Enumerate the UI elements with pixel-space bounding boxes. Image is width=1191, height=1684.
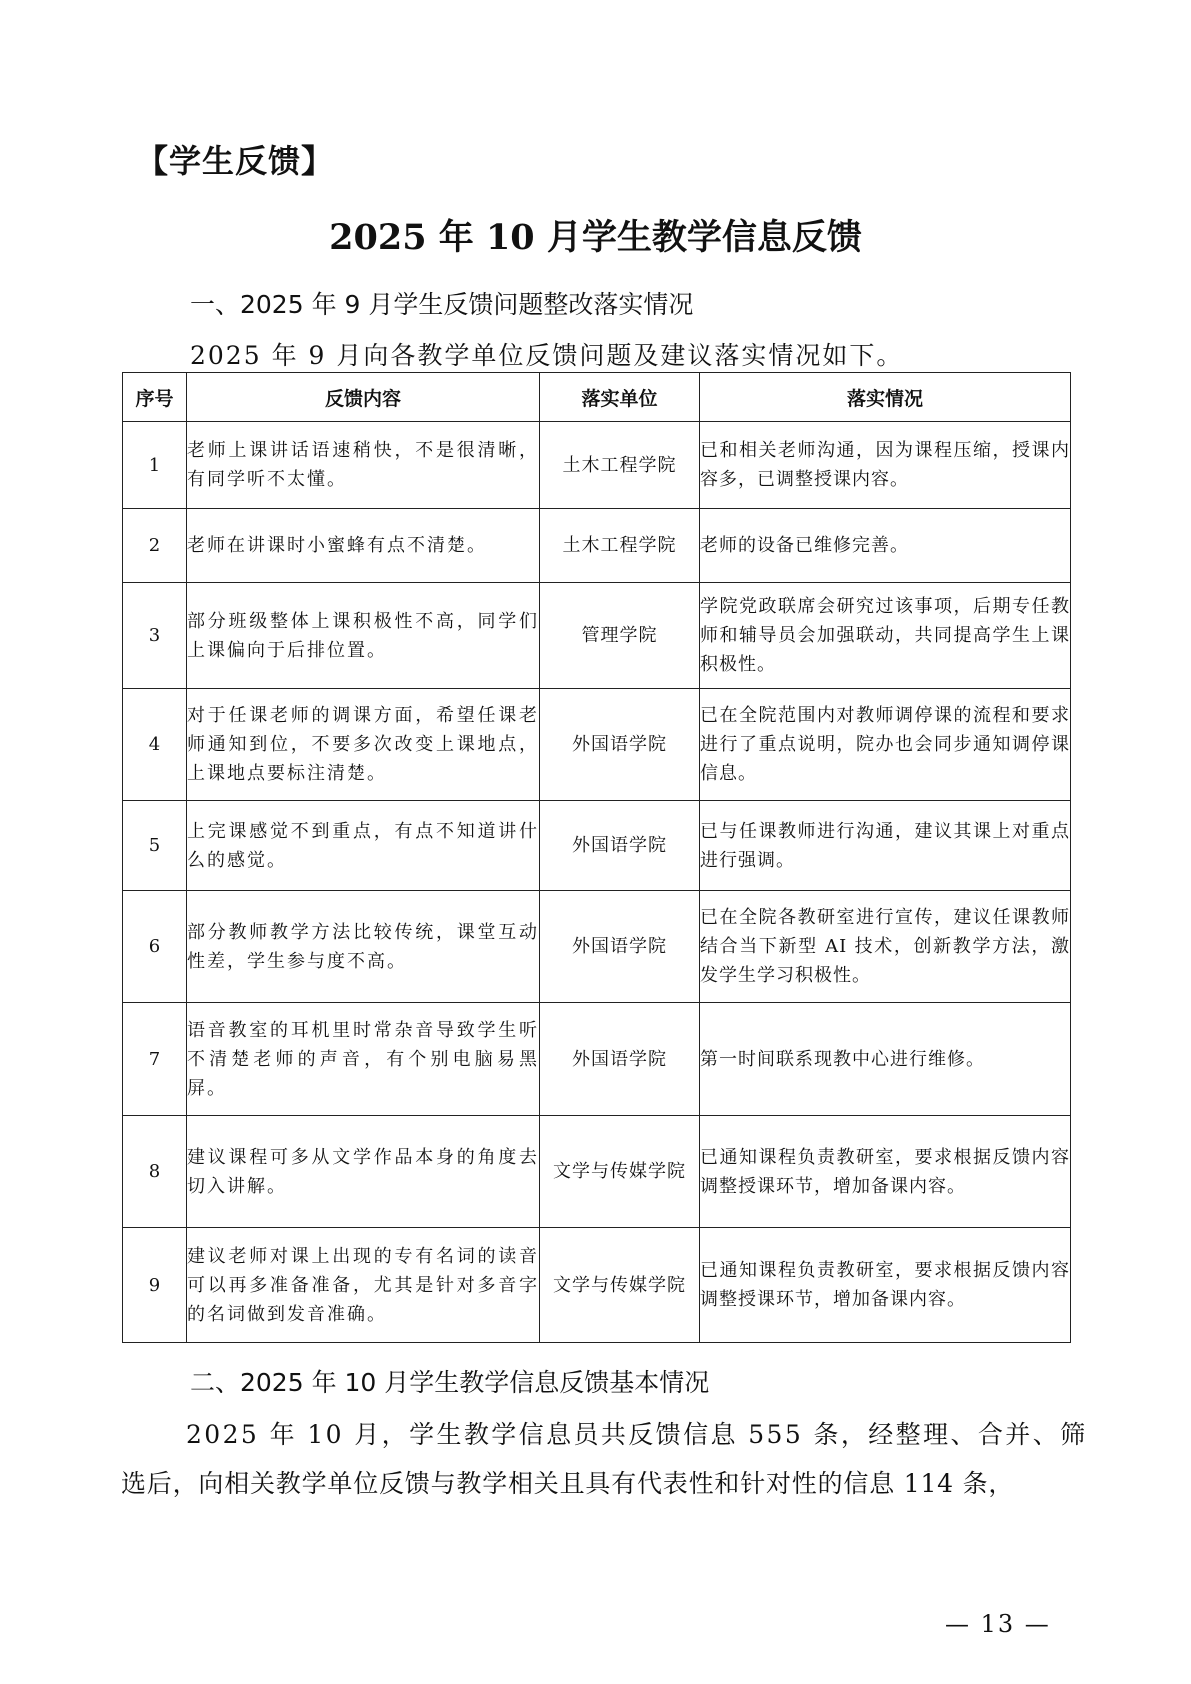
table-row: [123, 689, 1071, 801]
table-row: [123, 891, 1071, 1003]
header-unit: 落实单位: [540, 373, 700, 422]
cell-status: 已通知课程负责教研室，要求根据反馈内容调整授课环节，增加备课内容。: [700, 1228, 1071, 1343]
cell-no: 9: [123, 1228, 187, 1343]
table-row: [123, 1228, 1071, 1343]
cell-status: 已通知课程负责教研室，要求根据反馈内容调整授课环节，增加备课内容。: [700, 1116, 1071, 1228]
cell-unit: 文学与传媒学院: [540, 1228, 700, 1343]
cell-content: 建议课程可多从文学作品本身的角度去切入讲解。: [187, 1116, 540, 1228]
header-status: 落实情况: [700, 373, 1071, 422]
cell-content: 语音教室的耳机里时常杂音导致学生听不清楚老师的声音，有个别电脑易黑屏。: [187, 1003, 540, 1116]
cell-no: 5: [123, 801, 187, 891]
cell-status: 第一时间联系现教中心进行维修。: [700, 1003, 1071, 1116]
cell-no: 3: [123, 583, 187, 689]
cell-content: 对于任课老师的调课方面，希望任课老师通知到位，不要多次改变上课地点，上课地点要标注清楚。: [187, 689, 540, 801]
cell-no: 6: [123, 891, 187, 1003]
cell-status: 学院党政联席会研究过该事项，后期专任教师和辅导员会加强联动，共同提高学生上课积极性。: [700, 583, 1071, 689]
section-heading-1: 一、2025 年 9 月学生反馈问题整改落实情况: [190, 290, 694, 319]
cell-unit: 管理学院: [540, 583, 700, 689]
cell-unit: 文学与传媒学院: [540, 1116, 700, 1228]
cell-content: 建议老师对课上出现的专有名词的读音可以再多准备准备，尤其是针对多音字的名词做到发音准确。: [187, 1228, 540, 1343]
cell-unit: 外国语学院: [540, 1003, 700, 1116]
table-row: [123, 1003, 1071, 1116]
cell-status: 已和相关老师沟通，因为课程压缩，授课内容多，已调整授课内容。: [700, 422, 1071, 509]
cell-unit: 外国语学院: [540, 891, 700, 1003]
section-tag: 【学生反馈】: [136, 142, 335, 180]
cell-no: 8: [123, 1116, 187, 1228]
table-row: [123, 1116, 1071, 1228]
cell-unit: 土木工程学院: [540, 509, 700, 583]
cell-status: 老师的设备已维修完善。: [700, 509, 1071, 583]
feedback-table: [122, 372, 1071, 1343]
document-title: 2025 年 10 月学生教学信息反馈: [329, 217, 862, 258]
table-row: [123, 509, 1071, 583]
cell-content: 部分班级整体上课积极性不高，同学们上课偏向于后排位置。: [187, 583, 540, 689]
cell-status: 已与任课教师进行沟通，建议其课上对重点进行强调。: [700, 801, 1071, 891]
table-header-row: [123, 373, 1071, 422]
intro-paragraph: 2025 年 9 月向各教学单位反馈问题及建议落实情况如下。: [190, 341, 904, 370]
cell-status: 已在全院各教研室进行宣传，建议任课教师结合当下新型 AI 技术，创新教学方法，激发学生学习积极性。: [700, 891, 1071, 1003]
cell-content: 上完课感觉不到重点，有点不知道讲什么的感觉。: [187, 801, 540, 891]
cell-status: 已在全院范围内对教师调停课的流程和要求进行了重点说明，院办也会同步通知调停课信息。: [700, 689, 1071, 801]
table-row: [123, 422, 1071, 509]
table-row: [123, 801, 1071, 891]
body-paragraph-line-1: 2025 年 10 月，学生教学信息员共反馈信息 555 条，经整理、合并、筛: [186, 1420, 1088, 1449]
table-row: [123, 583, 1071, 689]
cell-unit: 土木工程学院: [540, 422, 700, 509]
cell-no: 4: [123, 689, 187, 801]
body-paragraph-line-2: 选后，向相关教学单位反馈与教学相关且具有代表性和针对性的信息 114 条，: [121, 1469, 1015, 1498]
cell-content: 部分教师教学方法比较传统，课堂互动性差，学生参与度不高。: [187, 891, 540, 1003]
cell-content: 老师在讲课时小蜜蜂有点不清楚。: [187, 509, 540, 583]
cell-content: 老师上课讲话语速稍快，不是很清晰，有同学听不太懂。: [187, 422, 540, 509]
cell-no: 1: [123, 422, 187, 509]
cell-no: 7: [123, 1003, 187, 1116]
cell-unit: 外国语学院: [540, 689, 700, 801]
cell-no: 2: [123, 509, 187, 583]
header-no: 序号: [123, 373, 187, 422]
section-heading-2: 二、2025 年 10 月学生教学信息反馈基本情况: [190, 1368, 710, 1397]
page-number: — 13 —: [945, 1610, 1051, 1638]
cell-unit: 外国语学院: [540, 801, 700, 891]
header-content: 反馈内容: [187, 373, 540, 422]
